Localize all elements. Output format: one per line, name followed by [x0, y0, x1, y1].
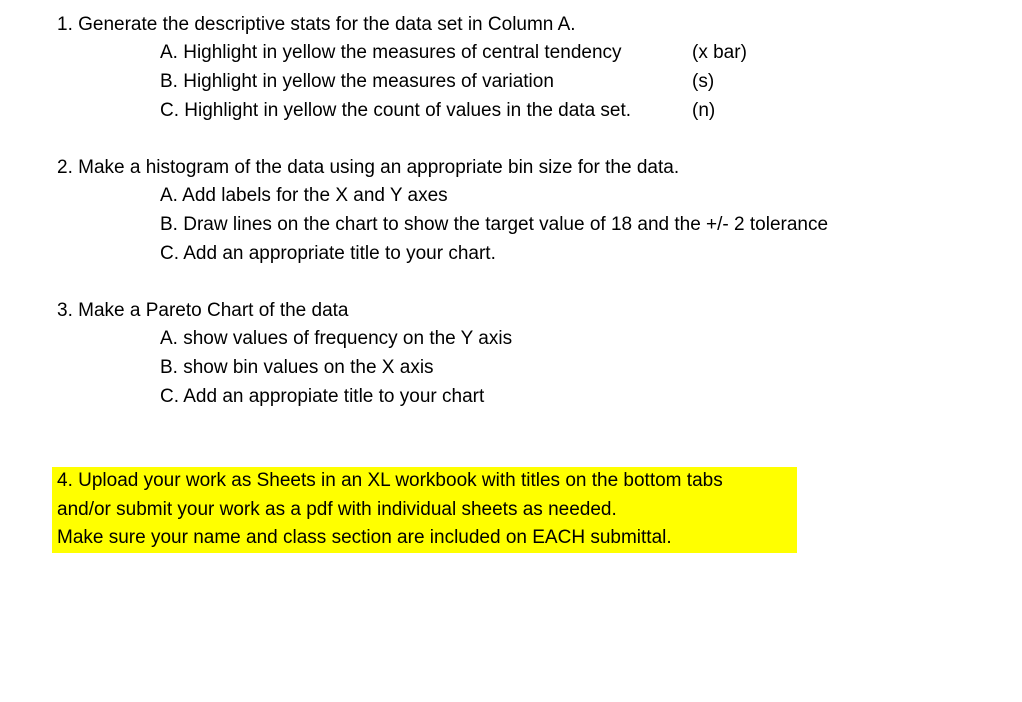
section1-heading: 1. Generate the descriptive stats for the data set in Column A. — [57, 14, 576, 35]
section3-heading: 3. Make a Pareto Chart of the data — [57, 300, 349, 321]
section3-item-b: B. show bin values on the X axis — [160, 357, 434, 378]
section1-item-b: B. Highlight in yellow the measures of variation — [160, 71, 554, 92]
section2-item-a: A. Add labels for the X and Y axes — [160, 185, 448, 206]
section2-heading: 2. Make a histogram of the data using an appropriate bin size for the data. — [57, 157, 680, 178]
section1-item-a: A. Highlight in yellow the measures of central tendency — [160, 42, 622, 63]
section4-line-2: and/or submit your work as a pdf with individual sheets as needed. — [57, 499, 617, 520]
section3-item-c: C. Add an appropiate title to your chart — [160, 386, 485, 407]
section1-item-c: C. Highlight in yellow the count of values in the data set. — [160, 100, 632, 121]
section4-line-1: 4. Upload your work as Sheets in an XL workbook with titles on the bottom tabs — [57, 470, 723, 491]
section2-item-c: C. Add an appropriate title to your chart. — [160, 243, 496, 264]
section2-item-b: B. Draw lines on the chart to show the target value of 18 and the +/- 2 tolerance — [160, 214, 829, 235]
section1-item-b-symbol: (s) — [692, 71, 715, 92]
section4-line-3: Make sure your name and class section are included on EACH submittal. — [57, 527, 672, 548]
section1-item-c-symbol: (n) — [692, 100, 716, 121]
section3-item-a: A. show values of frequency on the Y axis — [160, 328, 513, 349]
section1-item-a-symbol: (x bar) — [692, 42, 747, 63]
section4-highlight-box — [52, 467, 797, 553]
